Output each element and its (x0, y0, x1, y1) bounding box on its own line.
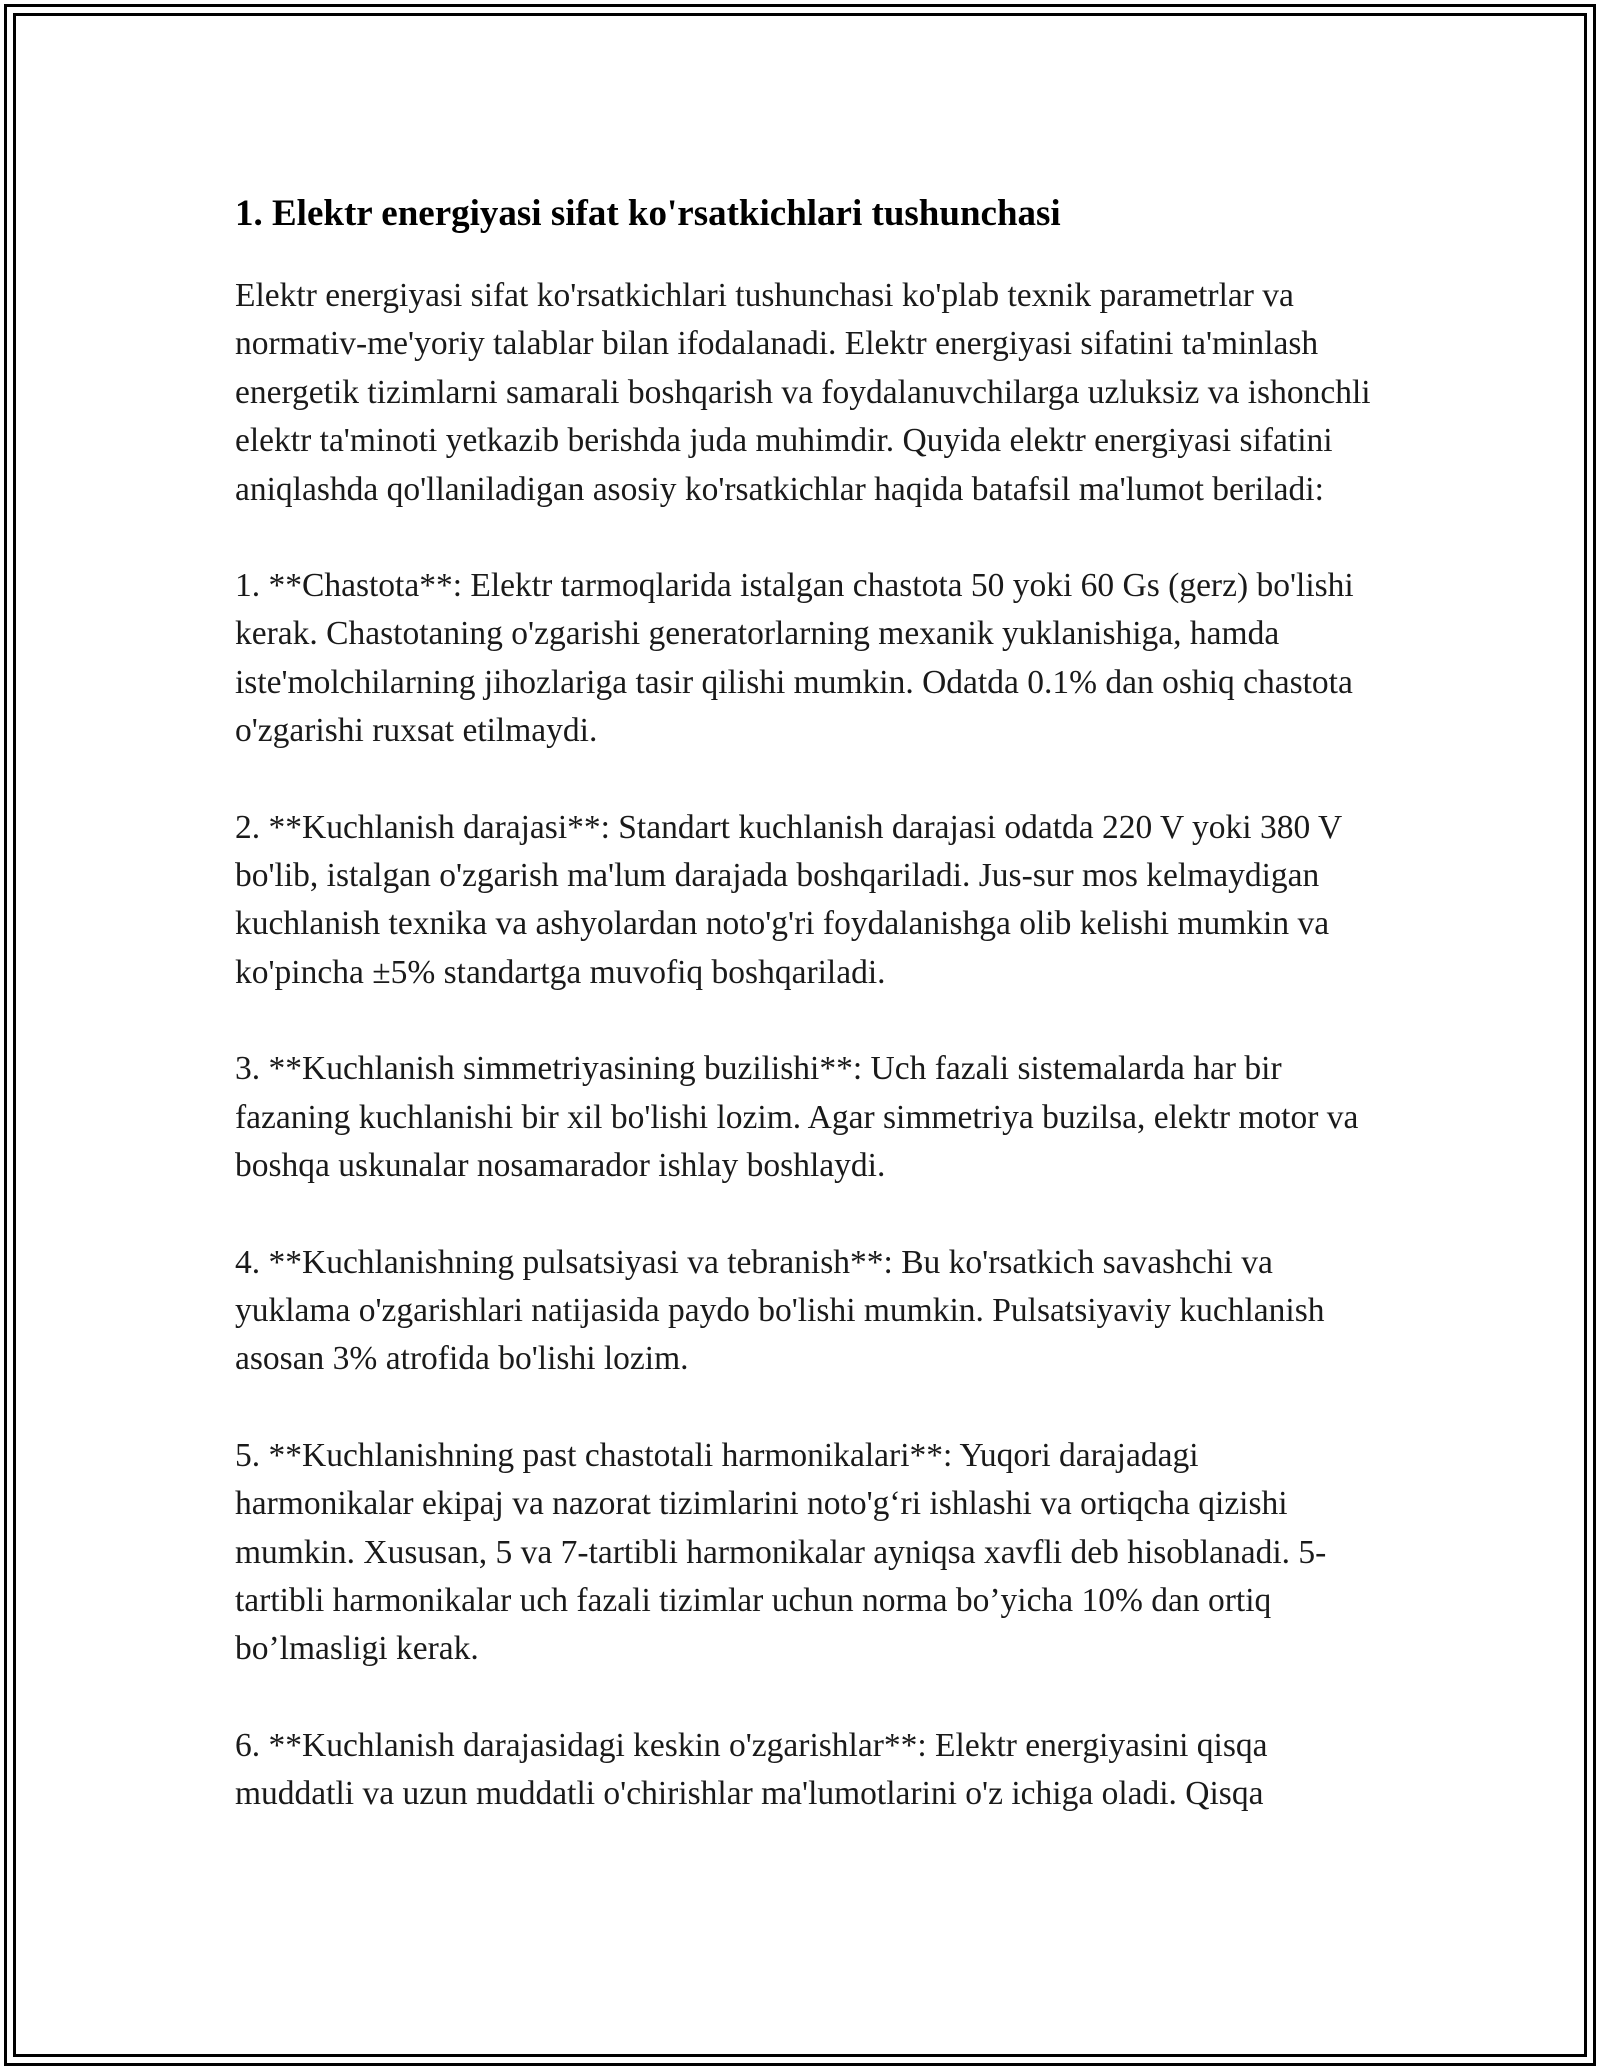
item-voltage-pulsation: 4. **Kuchlanishning pulsatsiyasi va tebranish**: Bu ko'rsatkich savashchi va yuklama o'zgarishlari natijasida paydo bo'lishi mumkin. Pulsatsiyaviy kuchlanish asosan 3% atrofida bo'lishi lozim. (235, 1243, 1325, 1378)
item-frequency: 1. **Chastota**: Elektr tarmoqlarida istalgan chastota 50 yoki 60 Gs (gerz) bo'lishi kerak. Chastotaning o'zgarishi generatorlarning mexanik yuklanishiga, hamda iste'molchilarning jihozlariga tasir qilishi mumkin. Odatda 0.1% dan oshiq chastota o'zgarishi ruxsat etilmaydi. (235, 567, 1354, 750)
section-heading: 1. Elektr energiyasi sifat ko'rsatkichlari tushunchasi (235, 193, 1061, 234)
item-low-frequency-harmonics: 5. **Kuchlanishning past chastotali harmonikalari**: Yuqori darajadagi harmonikalar ekipaj va nazorat tizimlarini noto'g‘ri ishlashi va ortiqcha qizishi mumkin. Xususan, 5 va 7-tartibli harmonikalar ayniqsa xavfli deb hisoblanadi. 5-tartibli harmonikalar uch fazali tizimlar uchun norma bo’yicha 10% dan ortiq bo’lmasligi kerak. (235, 1436, 1327, 1668)
item-voltage-level: 2. **Kuchlanish darajasi**: Standart kuchlanish darajasi odatda 220 V yoki 380 V bo'lib, istalgan o'zgarish ma'lum darajada boshqariladi. Jus-sur mos kelmaydigan kuchlanish texnika va ashyolardan noto'g'ri foydalanishga olib kelishi mumkin va ko'pincha ±5% standartga muvofiq boshqariladi. (235, 808, 1342, 991)
document-body (235, 186, 1375, 1819)
intro-paragraph: Elektr energiyasi sifat ko'rsatkichlari tushunchasi ko'plab texnik parametrlar va normativ-me'yoriy talablar bilan ifodalanadi. Elektr energiyasi sifatini ta'minlash energetik tizimlarni samarali boshqarish va foydalanuvchilarga uzluksiz va ishonchli elektr ta'minoti yetkazib berishda juda muhimdir. Quyida elektr energiyasi sifatini aniqlashda qo'llaniladigan asosiy ko'rsatkichlar haqida batafsil ma'lumot beriladi: (235, 277, 1371, 508)
item-sharp-voltage-changes: 6. **Kuchlanish darajasidagi keskin o'zgarishlar**: Elektr energiyasini qisqa muddatli va uzun muddatli o'chirishlar ma'lumotlarini o'z ichiga oladi. Qisqa (235, 1726, 1268, 1813)
item-voltage-symmetry: 3. **Kuchlanish simmetriyasining buzilishi**: Uch fazali sistemalarda har bir fazaning kuchlanishi bir xil bo'lishi lozim. Agar simmetriya buzilsa, elektr motor va boshqa uskunalar nosamarador ishlay boshlaydi. (235, 1050, 1359, 1185)
